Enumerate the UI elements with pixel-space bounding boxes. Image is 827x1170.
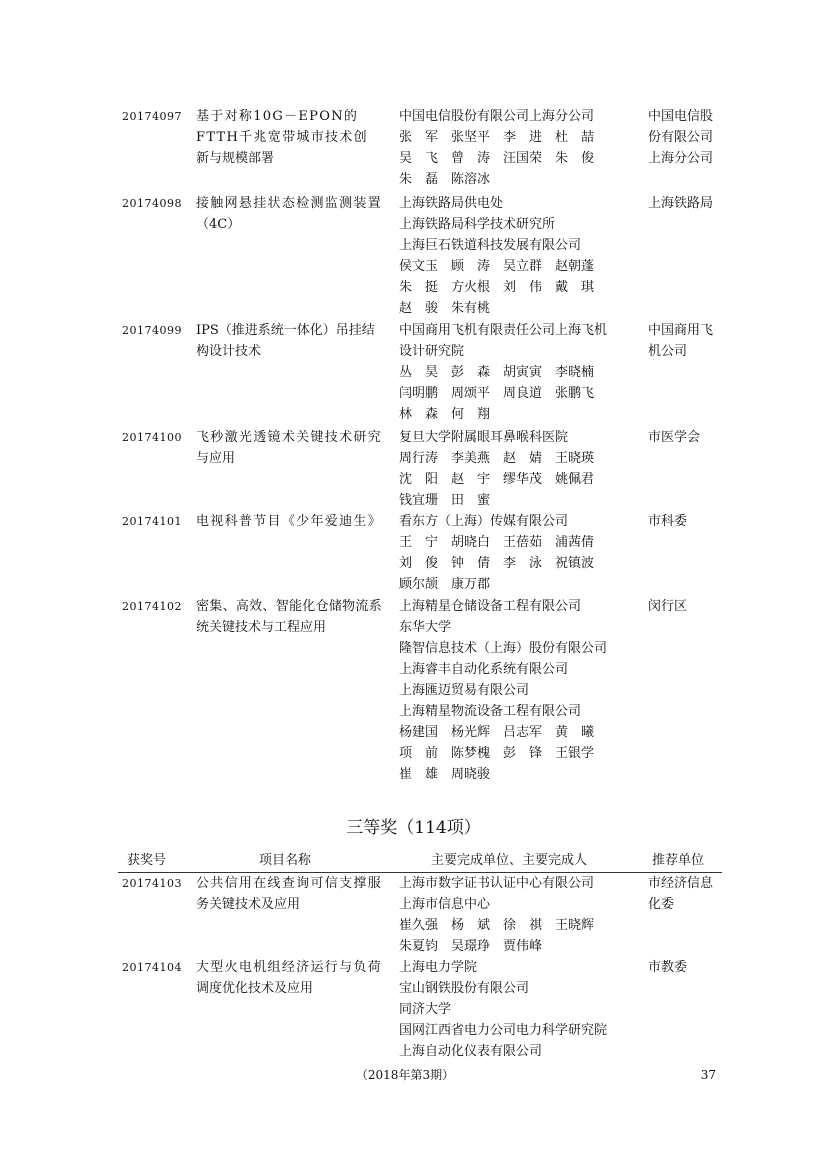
completion-units [399, 320, 639, 425]
recommender [648, 106, 728, 169]
completion-units [399, 427, 639, 511]
section-title: 三等奖（114项） [346, 818, 481, 838]
recommender-line: 市教委 [648, 960, 688, 975]
completion-units-line: 林 森 何 翔 [399, 407, 491, 422]
recommender [648, 596, 728, 617]
recommender [648, 873, 728, 915]
recommender [648, 193, 728, 214]
project-name-line: 调度优化技术及应用 [196, 981, 314, 996]
project-name [196, 957, 386, 999]
completion-units-line: 国网江西省电力公司电力科学研究院 [399, 1023, 608, 1038]
completion-units-line: 朱 挺 方火根 刘 伟 戴 琪 [399, 280, 595, 295]
project-name-line: 构设计技术 [196, 344, 262, 359]
project-name-line: 电视科普节目《少年爱迪生》 [196, 514, 383, 529]
completion-units-line: 上海铁路局供电处 [399, 196, 504, 211]
project-name-line: 务关键技术及应用 [196, 897, 301, 912]
completion-units-line: 朱 磊 陈溶冰 [399, 172, 491, 187]
project-name [196, 320, 386, 362]
project-name-line: 大型火电机组经济运行与负荷 [196, 960, 383, 975]
completion-units-line: 上海铁路局科学技术研究所 [399, 217, 556, 232]
header-name: 项目名称 [259, 853, 312, 868]
recommender [648, 511, 728, 532]
award-id: 20174099 [122, 324, 182, 337]
completion-units-line: 张 军 张坚平 李 进 杜 喆 [399, 130, 595, 145]
recommender-line: 化委 [648, 897, 675, 912]
completion-units-line: 朱夏钧 吴璟琤 贾伟峰 [399, 939, 543, 954]
completion-units-line: 宝山钢铁股份有限公司 [399, 981, 530, 996]
recommender-line: 市医学会 [648, 430, 701, 445]
award-id: 20174097 [122, 110, 182, 123]
recommender-line: 中国电信股 [648, 109, 714, 124]
project-name [196, 427, 386, 469]
completion-units-line: 中国电信股份有限公司上海分公司 [399, 109, 595, 124]
completion-units-line: 钱宜珊 田 蜜 [399, 493, 491, 508]
recommender [648, 957, 728, 978]
completion-units-line: 东华大学 [399, 620, 452, 635]
completion-units-line: 项 前 陈梦槐 彭 锋 王银学 [399, 746, 595, 761]
completion-units-line: 沈 阳 赵 宇 缪华茂 姚佩君 [399, 472, 595, 487]
project-name [196, 596, 386, 638]
award-id: 20174100 [122, 431, 182, 444]
completion-units-line: 赵 骏 朱有桃 [399, 301, 491, 316]
project-name [196, 106, 386, 169]
recommender-line: 闵行区 [648, 599, 688, 614]
recommender-line: 市经济信息 [648, 876, 714, 891]
completion-units-line: 周行涛 李美燕 赵 婧 王晓瑛 [399, 451, 595, 466]
completion-units-line: 同济大学 [399, 1002, 452, 1017]
completion-units-line: 刘 俊 钟 倩 李 泳 祝镇波 [399, 556, 595, 571]
completion-units-line: 设计研究院 [399, 344, 465, 359]
header-id: 获奖号 [127, 853, 167, 868]
project-name [196, 873, 386, 915]
completion-units-line: 上海睿丰自动化系统有限公司 [399, 662, 569, 677]
completion-units-line: 上海巨石铁道科技发展有限公司 [399, 238, 582, 253]
project-name [196, 193, 386, 235]
recommender [648, 320, 728, 362]
completion-units-line: 顾尔颉 康万郡 [399, 577, 491, 592]
completion-units-line: 上海市信息中心 [399, 897, 491, 912]
completion-units-line: 崔 雄 周晓骏 [399, 767, 491, 782]
project-name-line: （4C） [196, 217, 241, 232]
completion-units-line: 丛 昊 彭 森 胡寅寅 李晓楠 [399, 365, 595, 380]
table-header [0, 851, 827, 871]
completion-units [399, 193, 639, 319]
completion-units-line: 上海精星物流设备工程有限公司 [399, 704, 582, 719]
completion-units-line: 看东方（上海）传媒有限公司 [399, 514, 569, 529]
completion-units-line: 王 宁 胡晓白 王蓓茹 浦茜倩 [399, 535, 595, 550]
header-recommender: 推荐单位 [652, 853, 705, 868]
recommender-line: 机公司 [648, 344, 688, 359]
recommender-line: 上海分公司 [648, 151, 714, 166]
project-name [196, 511, 386, 532]
completion-units-line: 中国商用飞机有限责任公司上海飞机 [399, 323, 608, 338]
recommender [648, 427, 728, 448]
header-units: 主要完成单位、主要完成人 [431, 853, 588, 868]
completion-units-line: 闫明鹏 周颂平 周良道 张鹏飞 [399, 386, 595, 401]
project-name-line: 密集、高效、智能化仓储物流系 [196, 599, 383, 614]
completion-units-line: 上海市数字证书认证中心有限公司 [399, 876, 595, 891]
completion-units-line: 上海匯迈贸易有限公司 [399, 683, 530, 698]
award-id: 20174101 [122, 515, 182, 528]
award-id: 20174102 [122, 600, 182, 613]
award-id: 20174103 [122, 877, 182, 890]
project-name-line: 新与规模部署 [196, 151, 275, 166]
recommender-line: 上海铁路局 [648, 196, 714, 211]
recommender-line: 份有限公司 [648, 130, 714, 145]
completion-units [399, 957, 639, 1062]
completion-units-line: 上海自动化仪表有限公司 [399, 1044, 543, 1059]
project-name-line: 基于对称10G－EPON的 [196, 109, 359, 124]
project-name-line: FTTH千兆宽带城市技术创 [196, 130, 368, 145]
completion-units-line: 复旦大学附属眼耳鼻喉科医院 [399, 430, 569, 445]
completion-units-line: 崔久强 杨 斌 徐 祺 王晓辉 [399, 918, 595, 933]
completion-units-line: 侯文玉 顾 涛 吴立群 赵朝蓬 [399, 259, 595, 274]
completion-units [399, 873, 639, 957]
recommender-line: 市科委 [648, 514, 688, 529]
recommender-line: 中国商用飞 [648, 323, 714, 338]
completion-units [399, 596, 639, 785]
issue-label: （2018年第3期） [355, 1068, 455, 1082]
award-id: 20174098 [122, 197, 182, 210]
completion-units [399, 106, 639, 190]
page-number: 37 [700, 1068, 716, 1082]
project-name-line: 飞秒激光透镜术关键技术研究 [196, 430, 383, 445]
completion-units-line: 吴 飞 曾 涛 汪国荣 朱 俊 [399, 151, 595, 166]
project-name-line: 接触网悬挂状态检测监测装置 [196, 196, 383, 211]
completion-units-line: 杨建国 杨光辉 吕志军 黄 曦 [399, 725, 595, 740]
project-name-line: 公共信用在线查询可信支撑服 [196, 876, 383, 891]
completion-units [399, 511, 639, 595]
project-name-line: IPS（推进系统一体化）吊挂结 [196, 323, 375, 338]
completion-units-line: 上海电力学院 [399, 960, 478, 975]
project-name-line: 统关键技术与工程应用 [196, 620, 327, 635]
completion-units-line: 隆智信息技术（上海）股份有限公司 [399, 641, 608, 656]
award-id: 20174104 [122, 961, 182, 974]
project-name-line: 与应用 [196, 451, 236, 466]
completion-units-line: 上海精星仓储设备工程有限公司 [399, 599, 582, 614]
